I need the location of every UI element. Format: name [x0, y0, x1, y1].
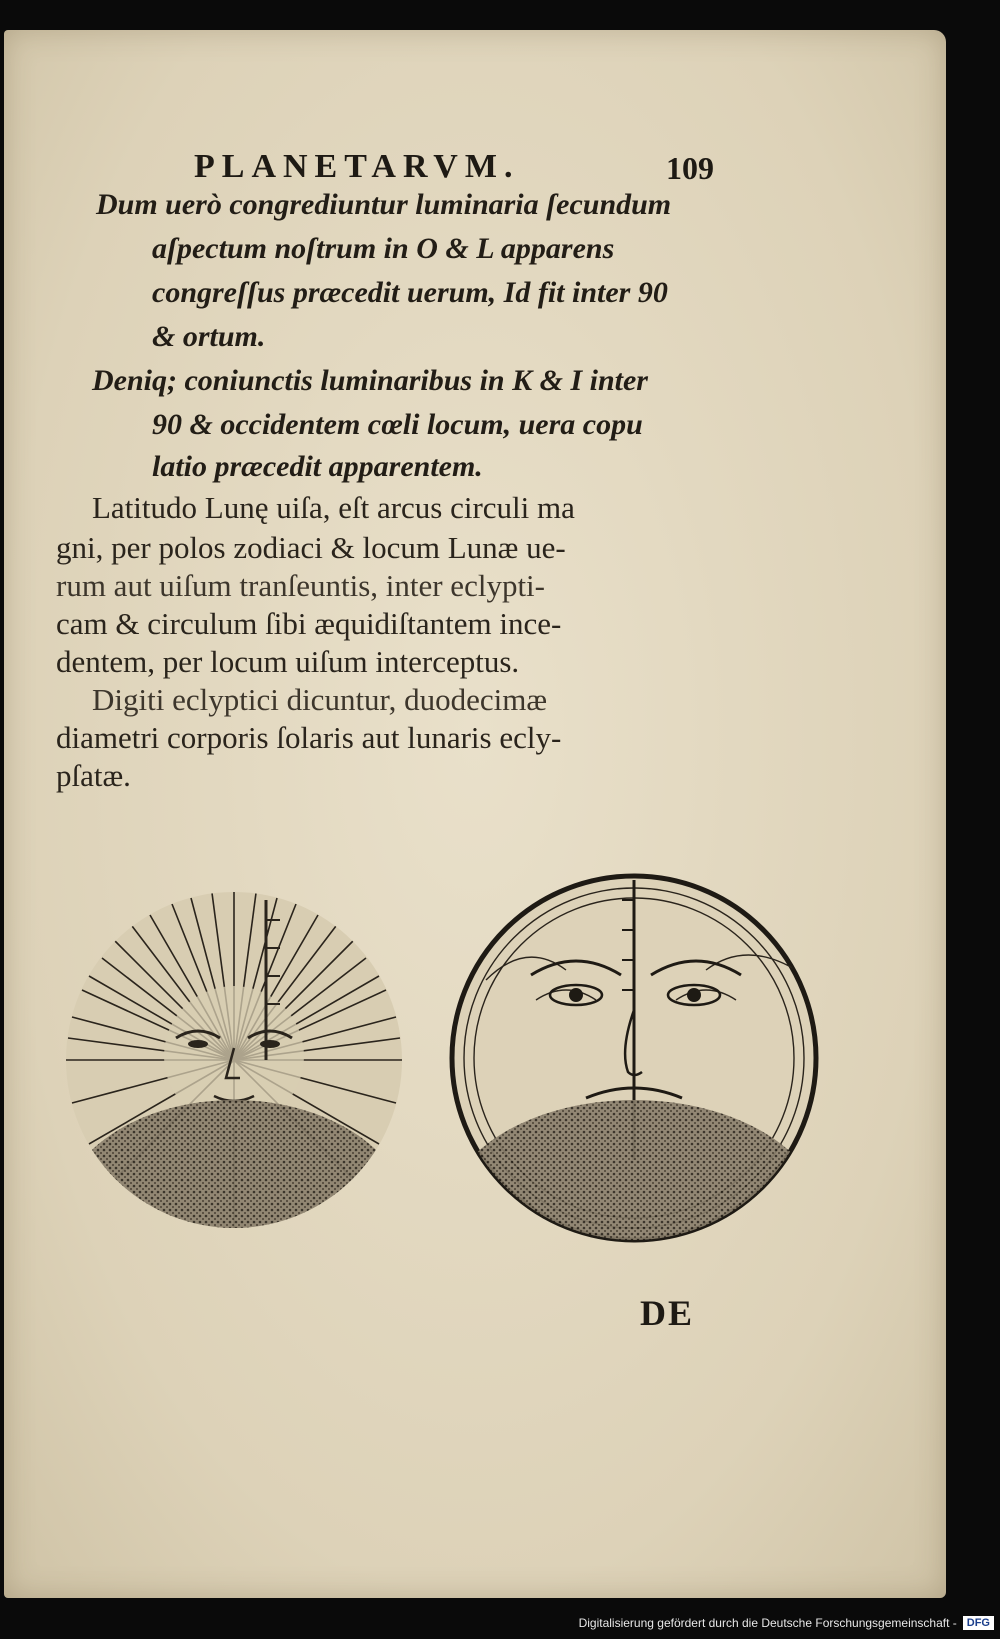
moon-woodcut	[444, 876, 824, 1280]
text-line: & ortum.	[152, 320, 266, 353]
credit-text: Digitalisierung gefördert durch die Deutsche Forschungsgemeinschaft -	[578, 1616, 957, 1630]
running-head: PLANETARVM.	[194, 148, 520, 185]
text-line: Deniq; coniunctis luminaribus in K & I inter	[92, 364, 648, 397]
text-line: congreſſus præcedit uerum, Id fit inter 90	[152, 276, 668, 309]
text-line: Latitudo Lunę uiſa, eſt arcus circuli ma	[92, 490, 575, 525]
text-line: cam & circulum ſibi æquidiſtantem ince-	[56, 606, 562, 641]
eclipse-figures	[66, 860, 866, 1280]
catchword: DE	[640, 1293, 695, 1333]
digitization-footer	[579, 1611, 994, 1635]
book-page	[4, 30, 946, 1598]
text-line: Digiti eclyptici dicuntur, duodecimæ	[92, 682, 548, 717]
dfg-logo: DFG	[963, 1616, 994, 1630]
text-line: Dum uerò congrediuntur luminaria ſecundum	[96, 188, 672, 221]
text-line: 90 & occidentem cœli locum, uera copu	[152, 408, 643, 441]
text-line: gni, per polos zodiaci & locum Lunæ ue-	[56, 530, 566, 565]
text-line: diametri corporis ſolaris aut lunaris ecly-	[56, 720, 562, 755]
text-line: aſpectum noſtrum in O & L apparens	[152, 232, 615, 265]
text-line: pſatæ.	[56, 758, 131, 793]
text-line: latio præcedit apparentem.	[152, 450, 483, 483]
text-line: dentem, per locum uiſum interceptus.	[56, 644, 520, 679]
text-line: rum aut uiſum tranſeuntis, inter eclypti-	[56, 568, 545, 603]
sun-woodcut	[66, 892, 409, 1280]
page-number: 109	[666, 150, 714, 186]
